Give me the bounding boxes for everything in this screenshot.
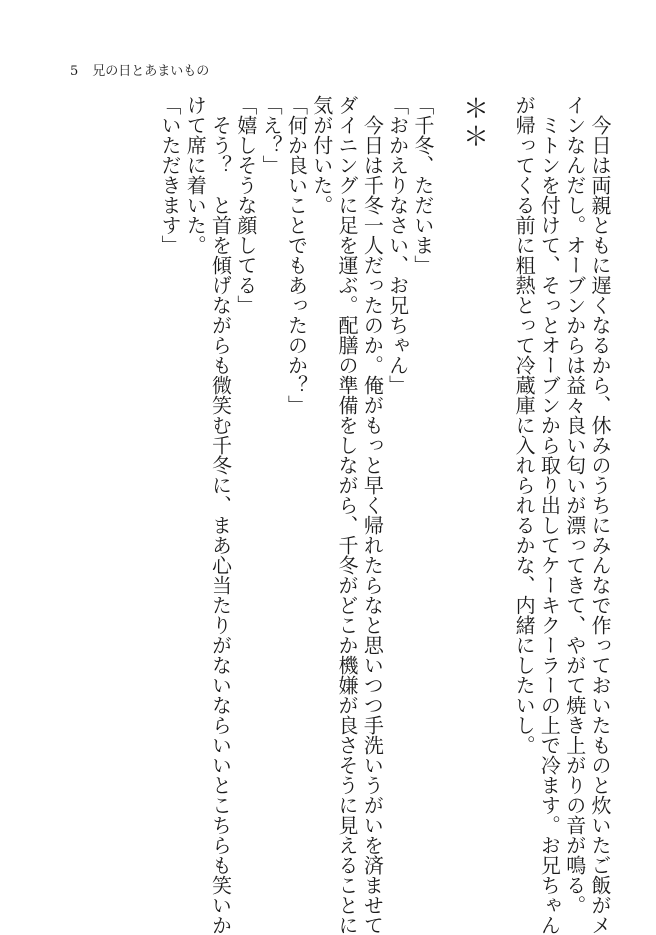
dialogue-line: 「嬉しそうな顔してる」 — [233, 95, 258, 315]
text-line: 気が付いた。 — [309, 95, 334, 215]
blank-line — [486, 95, 511, 875]
text-line: そう？ と首を傾げながらも微笑む千冬に、まあ心当たりがないならいいとこちらも笑いか — [208, 95, 233, 935]
vertical-body-text — [157, 95, 612, 935]
page-number: 5 — [70, 64, 79, 79]
scene-break-marker: ＊＊ — [458, 95, 489, 151]
text-line: ミトンを付けて、そっとオーブンから取り出してケーキクーラーの上で冷ます。お兄ちゃん — [537, 95, 562, 935]
text-line: が帰ってくる前に粗熱とって冷蔵庫に入れられるかな、内緒にしたいし。 — [512, 95, 537, 755]
blank-line — [435, 95, 460, 875]
text-line: ダイニングに足を運ぶ。配膳の準備をしながら、千冬がどこか機嫌が良さそうに見えることに — [335, 95, 360, 935]
dialogue-line: 「おかえりなさい、お兄ちゃん」 — [385, 95, 410, 395]
text-line: 今日は両親ともに遅くなるから、休みのうちにみんなで作っておいたものと炊いたご飯がメ — [588, 95, 612, 935]
text-line: インなんだし。オーブンからは益々良い匂いが漂ってきて、やがて焼き上がりの音が鳴る。 — [562, 95, 587, 915]
text-line: 今日は千冬一人だったのか。俺がもっと早く帰れたらなと思いつつ手洗いうがいを済ませて — [360, 95, 385, 935]
dialogue-line: 「千冬、ただいま」 — [410, 95, 435, 275]
dialogue-line: 「何か良いことでもあったのか？」 — [284, 95, 309, 415]
text-line: けて席に着いた。 — [183, 95, 208, 255]
chapter-title: 兄の日とあまいもの — [92, 64, 210, 79]
dialogue-line: 「いただきます」 — [157, 95, 182, 255]
running-header — [70, 64, 209, 80]
dialogue-line: 「え？」 — [259, 95, 284, 175]
